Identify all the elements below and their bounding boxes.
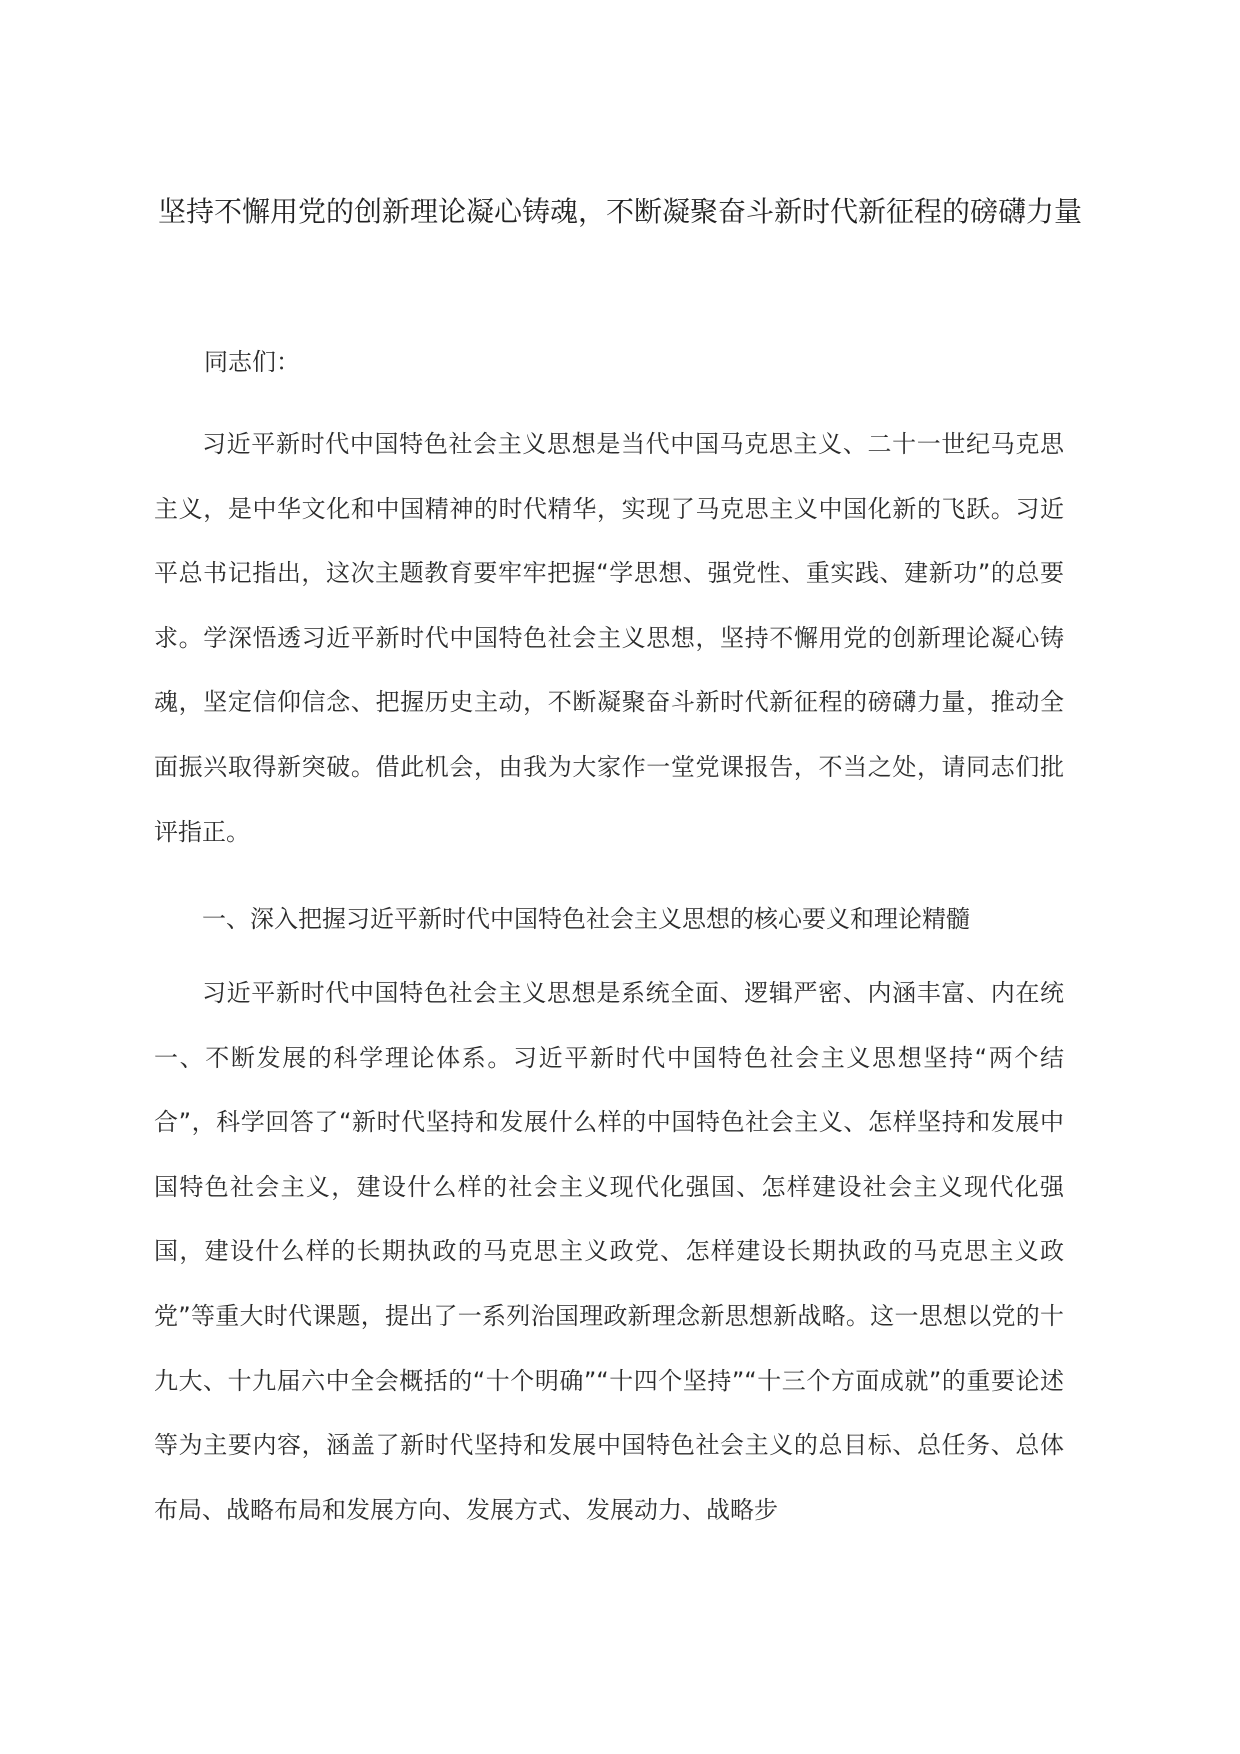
document-title: 坚持不懈用党的创新理论凝心铸魂，不断凝聚奋斗新时代新征程的磅礴力量 — [157, 195, 1082, 228]
salutation: 同志们： — [204, 348, 300, 376]
section-heading-1: 一、深入把握习近平新时代中国特色社会主义思想的核心要义和理论精髓 — [202, 905, 970, 933]
paragraph-intro: 习近平新时代中国特色社会主义思想是当代中国马克思主义、二十一世纪马克思主义，是中华文化和中国精神的时代精华，实现了马克思主义中国化新的飞跃。习近平总书记指出，这次主题教育要牢牢把握“学思想、强党性、重实践、建新功”的总要求。学深悟透习近平新时代中国特色社会主义思想，坚持不懈用党的创新理论凝心铸魂，坚定信仰信念、把握历史主动，不断凝聚奋斗新时代新征程的磅礴力量，推动全面振兴取得新突破。借此机会，由我为大家作一堂党课报告，不当之处，请同志们批评指正。 — [154, 430, 1064, 846]
paragraph-section-1: 习近平新时代中国特色社会主义思想是系统全面、逻辑严密、内涵丰富、内在统一、不断发展的科学理论体系。习近平新时代中国特色社会主义思想坚持“两个结合”，科学回答了“新时代坚持和发展什么样的中国特色社会主义、怎样坚持和发展中国特色社会主义，建设什么样的社会主义现代化强国、怎样建设社会主义现代化强国，建设什么样的长期执政的马克思主义政党、怎样建设长期执政的马克思主义政党”等重大时代课题，提出了一系列治国理政新理念新思想新战略。这一思想以党的十九大、十九届六中全会概括的“十个明确”“十四个坚持”“十三个方面成就”的重要论述等为主要内容，涵盖了新时代坚持和发展中国特色社会主义的总目标、总任务、总体布局、战略布局和发展方向、发展方式、发展动力、战略步 — [154, 979, 1064, 1524]
